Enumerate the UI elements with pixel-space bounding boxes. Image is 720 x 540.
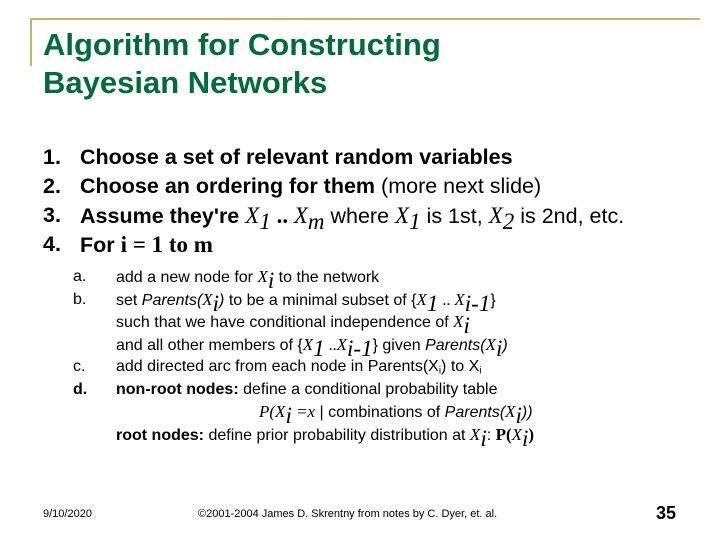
substep-letter: a.: [73, 268, 87, 285]
footer-credit: ©2001-2004 James D. Skrentny from notes by C. Dyer, et. al.: [198, 508, 498, 520]
substep-text: add a new node for $X_i$ to the network: [116, 267, 380, 293]
substep-c-text: [73, 356, 673, 379]
substep-d: [73, 379, 673, 402]
footer-date: 9/10/2020: [43, 508, 92, 520]
step-number: 2.: [43, 174, 61, 198]
substep-letter: c.: [73, 358, 86, 375]
step-note: (more next slide): [375, 174, 542, 198]
substep-text: and all other members of {$X_1$ $..X_{i-1}$} given $Parents(X_i)$: [116, 334, 508, 361]
slide-number: 35: [656, 503, 677, 523]
substep-letter: b.: [73, 290, 87, 308]
title-line-1: Algorithm for Constructing: [43, 27, 441, 62]
substep-text: non-root nodes: define a conditional probability table: [116, 380, 498, 398]
cpt-formula: $P(X_i =x$ | combinations of $Parents(X_i)$): [259, 402, 533, 428]
step-number: 4.: [43, 232, 61, 256]
substep-text: set $Parents(X_i)$ to be a minimal subset of {$X_1$ .. $X_{i-1}$}: [116, 289, 496, 316]
step-text: Choose an ordering for them (more next slide): [80, 174, 542, 198]
substep-text: such that we have conditional independence of $X_i$: [116, 312, 470, 338]
step-text: Assume they're $X_1$ .. $X_m$ where $X_1$ is 1st, $X_2$ is 2nd, etc.: [80, 203, 625, 234]
substep-text: root nodes: define prior probability distribution at $X_i$: $P(X_i)$: [116, 424, 535, 451]
step-number: 3.: [43, 203, 61, 227]
step-text: Choose a set of relevant random variables: [80, 145, 513, 169]
substep-b-continued: [73, 311, 673, 338]
title-accent-bar: [30, 18, 32, 66]
substep-d-formula: [73, 401, 673, 428]
substep-a: [73, 266, 673, 293]
loop-range: i = 1 to m: [120, 232, 213, 257]
substeps-list: [73, 266, 673, 451]
slide-title: [43, 26, 441, 102]
step-text: For i = 1 to m: [80, 232, 213, 257]
substep-d-root: [73, 424, 673, 451]
substep-text: add directed arc from each node in $Parents(X_i)$ to $X_i$: [116, 358, 482, 377]
title-accent-line: [30, 18, 700, 20]
substep-b: [73, 289, 673, 316]
title-line-2: Bayesian Networks: [43, 65, 328, 100]
step-number: 1.: [43, 145, 61, 169]
substep-letter: d.: [73, 380, 88, 398]
